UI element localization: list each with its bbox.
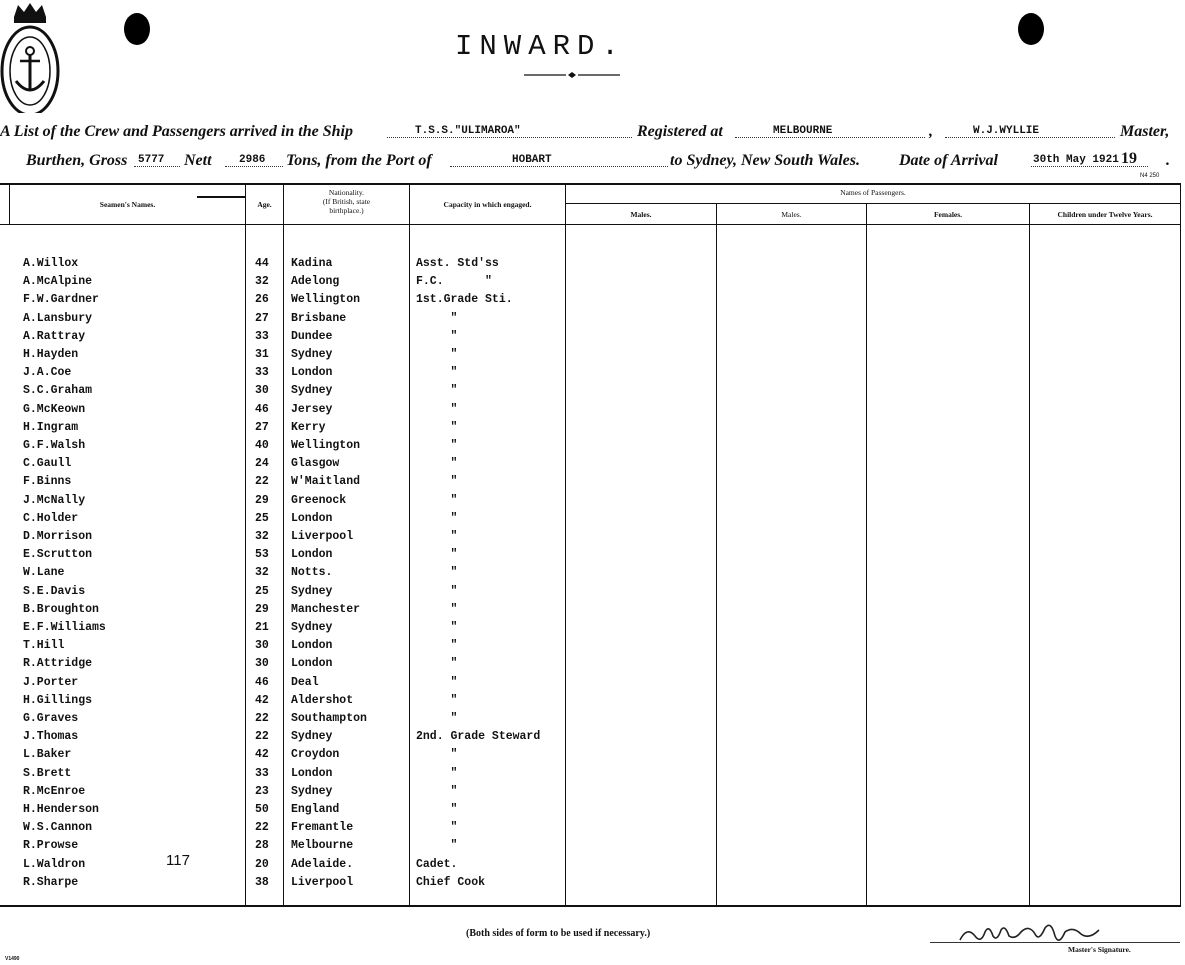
crew-nationality: England — [291, 803, 340, 816]
crew-age: 32 — [255, 566, 269, 579]
crew-nationality: Sydney — [291, 348, 333, 361]
crew-name: C.Gaull — [23, 457, 72, 470]
crew-age: 40 — [255, 439, 269, 452]
registered-port-field — [735, 123, 925, 138]
column-header-passengers-group: Names of Passengers. — [840, 188, 906, 197]
gross-tonnage-field — [134, 152, 180, 167]
crew-nationality: Dundee — [291, 330, 333, 343]
crew-capacity: " — [416, 312, 458, 325]
table-bottom-border — [0, 905, 1181, 907]
crew-name: S.C.Graham — [23, 384, 93, 397]
crew-nationality: Fremantle — [291, 821, 354, 834]
col-line-capacity — [409, 184, 410, 906]
crew-nationality: Sydney — [291, 585, 333, 598]
crew-age: 42 — [255, 694, 269, 707]
crew-capacity: " — [416, 585, 458, 598]
crew-capacity: " — [416, 475, 458, 488]
column-header-names: Seamen's Names. — [99, 200, 156, 209]
crew-capacity: Asst. Std'ss — [416, 257, 499, 270]
crew-nationality: Liverpool — [291, 876, 354, 889]
crew-capacity: 1st.Grade Sti. — [416, 293, 513, 306]
crew-name: D.Morrison — [23, 530, 93, 543]
crew-capacity: " — [416, 657, 458, 670]
crew-name: J.Porter — [23, 676, 79, 689]
crew-age: 30 — [255, 384, 269, 397]
crew-capacity: " — [416, 403, 458, 416]
crew-age: 44 — [255, 257, 269, 270]
crew-nationality: Brisbane — [291, 312, 347, 325]
crew-age: 50 — [255, 803, 269, 816]
crew-capacity: " — [416, 785, 458, 798]
crew-nationality: Deal — [291, 676, 319, 689]
nationality-subtitle-2: birthplace.) — [329, 206, 364, 215]
col-line-males2 — [716, 204, 717, 906]
crew-age: 46 — [255, 403, 269, 416]
crew-capacity: " — [416, 512, 458, 525]
crew-age: 25 — [255, 585, 269, 598]
crew-age: 33 — [255, 767, 269, 780]
crew-capacity: " — [416, 421, 458, 434]
header-crew-list-label: A List of the Crew and Passengers arrived in the Ship — [0, 123, 353, 140]
crew-name: F.Binns — [23, 475, 72, 488]
crew-nationality: Glasgow — [291, 457, 340, 470]
crew-name: G.F.Walsh — [23, 439, 86, 452]
crew-name: W.Lane — [23, 566, 65, 579]
signature-line — [930, 942, 1180, 943]
crew-age: 22 — [255, 712, 269, 725]
crew-age: 27 — [255, 421, 269, 434]
column-header-males-2: Males. — [781, 210, 802, 219]
crew-nationality: Manchester — [291, 603, 361, 616]
crew-age: 33 — [255, 330, 269, 343]
col-line-right — [1180, 184, 1181, 906]
crew-age: 53 — [255, 548, 269, 561]
crew-name: S.E.Davis — [23, 585, 86, 598]
nett-label: Nett — [184, 152, 212, 169]
crew-capacity: " — [416, 457, 458, 470]
column-header-females: Females. — [933, 210, 963, 219]
crew-nationality: Sydney — [291, 621, 333, 634]
crew-name: A.Willox — [23, 257, 79, 270]
shipping-master-seal-logo — [0, 3, 60, 113]
crew-age: 29 — [255, 603, 269, 616]
document-title: INWARD. — [455, 30, 626, 63]
master-signature-label: Master's Signature. — [1068, 945, 1131, 954]
nationality-title: Nationality. — [328, 188, 365, 197]
crew-name: L.Waldron — [23, 858, 86, 871]
crew-name: B.Broughton — [23, 603, 99, 616]
crew-nationality: Adelaide. — [291, 858, 354, 871]
form-code: V1490 — [5, 956, 20, 962]
tons-from-port-label: Tons, from the Port of — [286, 152, 432, 169]
registered-port-value: MELBOURNE — [773, 125, 833, 137]
arrival-date-value: 30th May 1921 — [1033, 154, 1119, 166]
crew-capacity: " — [416, 530, 458, 543]
crew-age: 32 — [255, 275, 269, 288]
crew-capacity: " — [416, 694, 458, 707]
column-header-capacity: Capacity in which engaged. — [443, 200, 532, 209]
crew-nationality: Wellington — [291, 293, 361, 306]
col-line-males1 — [565, 184, 566, 906]
crew-name: L.Baker — [23, 748, 72, 761]
crew-capacity: " — [416, 712, 458, 725]
date-of-arrival-label: Date of Arrival — [899, 152, 998, 169]
crew-name: E.Scrutton — [23, 548, 93, 561]
crew-capacity: " — [416, 748, 458, 761]
master-signature — [955, 918, 1115, 948]
crew-nationality: Melbourne — [291, 839, 354, 852]
crew-age: 42 — [255, 748, 269, 761]
crew-capacity: " — [416, 803, 458, 816]
crew-nationality: Notts. — [291, 566, 333, 579]
crew-capacity: " — [416, 603, 458, 616]
crew-capacity: 2nd. Grade Steward — [416, 730, 541, 743]
from-port-value: HOBART — [512, 154, 552, 166]
crew-capacity: " — [416, 639, 458, 652]
master-label: Master, — [1120, 123, 1170, 140]
crew-nationality: Croydon — [291, 748, 340, 761]
crew-age: 22 — [255, 730, 269, 743]
nationality-subtitle-1: (If British, state — [322, 197, 371, 206]
crew-name: J.McNally — [23, 494, 86, 507]
crew-name: H.Gillings — [23, 694, 93, 707]
crew-nationality: London — [291, 767, 333, 780]
col-line-age — [245, 184, 246, 906]
names-header-rule — [197, 196, 245, 198]
col-line-children — [1029, 204, 1030, 906]
crew-capacity: " — [416, 767, 458, 780]
crew-capacity: " — [416, 494, 458, 507]
crew-name: A.Rattray — [23, 330, 86, 343]
column-header-children: Children under Twelve Years. — [1057, 210, 1153, 219]
crew-nationality: Kadina — [291, 257, 333, 270]
punch-hole-right — [1018, 13, 1044, 45]
crew-capacity: " — [416, 621, 458, 634]
crew-capacity: " — [416, 348, 458, 361]
crew-age: 27 — [255, 312, 269, 325]
header-period: . — [1166, 152, 1170, 169]
crew-age: 33 — [255, 366, 269, 379]
from-port-field — [450, 152, 668, 167]
header-comma: , — [929, 123, 933, 140]
ship-name-value: T.S.S."ULIMAROA" — [415, 125, 521, 137]
title-ornament-rule — [524, 72, 620, 78]
to-sydney-label: to Sydney, New South Wales. — [670, 152, 860, 169]
crew-nationality: London — [291, 548, 333, 561]
crew-age: 29 — [255, 494, 269, 507]
crew-age: 30 — [255, 657, 269, 670]
passengers-group-divider — [565, 203, 1181, 204]
crew-nationality: London — [291, 639, 333, 652]
crew-nationality: Wellington — [291, 439, 361, 452]
crew-nationality: Aldershot — [291, 694, 354, 707]
crew-nationality: Liverpool — [291, 530, 354, 543]
crew-name: T.Hill — [23, 639, 65, 652]
handwritten-margin-note: 117 — [166, 852, 190, 869]
crew-age: 32 — [255, 530, 269, 543]
burthen-gross-label: Burthen, Gross — [26, 152, 128, 169]
crew-nationality: London — [291, 512, 333, 525]
crew-age: 30 — [255, 639, 269, 652]
nett-tonnage-value: 2986 — [239, 154, 266, 166]
crew-age: 25 — [255, 512, 269, 525]
crew-capacity: " — [416, 566, 458, 579]
crew-name: F.W.Gardner — [23, 293, 99, 306]
crew-name: G.McKeown — [23, 403, 86, 416]
crew-nationality: W'Maitland — [291, 475, 361, 488]
crew-name: E.F.Williams — [23, 621, 106, 634]
crew-age: 20 — [255, 858, 269, 871]
crew-name: R.McEnroe — [23, 785, 86, 798]
crew-nationality: Adelong — [291, 275, 340, 288]
crew-name: J.A.Coe — [23, 366, 72, 379]
crew-age: 22 — [255, 821, 269, 834]
crew-nationality: Sydney — [291, 785, 333, 798]
gross-tonnage-value: 5777 — [138, 154, 165, 166]
crew-name: R.Prowse — [23, 839, 79, 852]
crew-name: H.Ingram — [23, 421, 79, 434]
crew-capacity: Cadet. — [416, 858, 458, 871]
crew-capacity: " — [416, 384, 458, 397]
crew-name: H.Hayden — [23, 348, 79, 361]
crew-age: 24 — [255, 457, 269, 470]
crew-capacity: " — [416, 821, 458, 834]
column-header-males-1: Males. — [630, 210, 652, 219]
crew-capacity: " — [416, 839, 458, 852]
crew-age: 31 — [255, 348, 269, 361]
col-line-nationality — [283, 184, 284, 906]
crew-nationality: London — [291, 366, 333, 379]
crew-nationality: Sydney — [291, 384, 333, 397]
table-top-border — [0, 183, 1181, 185]
crew-capacity: F.C. " — [416, 275, 492, 288]
crew-capacity: Chief Cook — [416, 876, 486, 889]
crew-name: R.Sharpe — [23, 876, 79, 889]
footer-note: (Both sides of form to be used if necessary.) — [466, 928, 651, 939]
crew-name: S.Brett — [23, 767, 72, 780]
crew-nationality: Greenock — [291, 494, 347, 507]
nett-tonnage-field — [225, 152, 283, 167]
crew-name: J.Thomas — [23, 730, 79, 743]
crew-name: W.S.Cannon — [23, 821, 93, 834]
crew-capacity: " — [416, 439, 458, 452]
crew-age: 21 — [255, 621, 269, 634]
crew-capacity: " — [416, 548, 458, 561]
crew-name: C.Holder — [23, 512, 79, 525]
crew-nationality: Sydney — [291, 730, 333, 743]
column-header-age: Age. — [257, 200, 272, 209]
crew-name: H.Henderson — [23, 803, 99, 816]
crew-nationality: Southampton — [291, 712, 367, 725]
crew-name: G.Graves — [23, 712, 79, 725]
master-name-field — [945, 123, 1115, 138]
crew-age: 23 — [255, 785, 269, 798]
column-header-nationality — [284, 188, 409, 215]
punch-hole-left — [124, 13, 150, 45]
crew-capacity: " — [416, 330, 458, 343]
registered-at-label: Registered at — [637, 123, 723, 140]
col-line-females — [866, 204, 867, 906]
crew-nationality: Jersey — [291, 403, 333, 416]
master-name-value: W.J.WYLLIE — [973, 125, 1040, 137]
crew-age: 22 — [255, 475, 269, 488]
crew-name: R.Attridge — [23, 657, 93, 670]
crew-age: 28 — [255, 839, 269, 852]
table-header-bottom-border — [0, 224, 1181, 225]
arrival-year-suffix: 19 — [1121, 150, 1137, 167]
crew-nationality: London — [291, 657, 333, 670]
form-number: N4 250 — [1140, 173, 1160, 179]
crew-capacity: " — [416, 366, 458, 379]
ship-name-field — [387, 123, 632, 138]
crew-name: A.McAlpine — [23, 275, 93, 288]
crew-age: 46 — [255, 676, 269, 689]
crew-nationality: Kerry — [291, 421, 326, 434]
crew-age: 26 — [255, 293, 269, 306]
crew-capacity: " — [416, 676, 458, 689]
crew-name: A.Lansbury — [23, 312, 93, 325]
crew-age: 38 — [255, 876, 269, 889]
